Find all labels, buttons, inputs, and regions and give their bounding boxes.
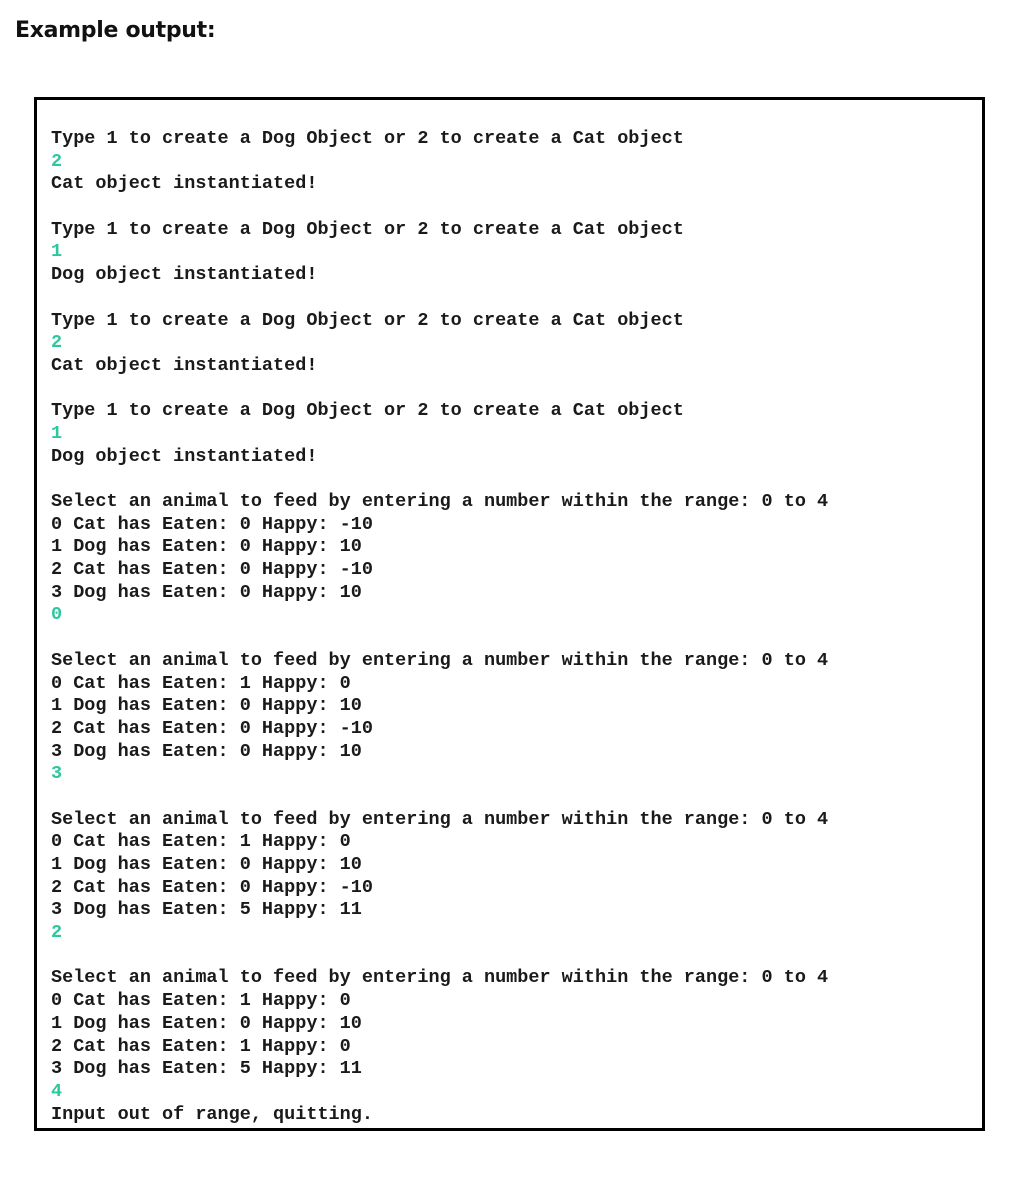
console-input-line: 1 — [51, 241, 63, 263]
console-output-line: 2 Cat has Eaten: 0 Happy: -10 — [51, 717, 373, 739]
console-blank-line — [51, 945, 828, 968]
console-input-line: 2 — [51, 332, 63, 354]
console-input-line: 0 — [51, 604, 63, 626]
console-output-line: 0 Cat has Eaten: 1 Happy: 0 — [51, 990, 351, 1012]
console-output-line: Input out of range, quitting. — [51, 1103, 373, 1125]
console-output-line: Dog object instantiated! — [51, 264, 318, 286]
console-output-line: 3 Dog has Eaten: 5 Happy: 11 — [51, 1058, 362, 1080]
console-input-line: 3 — [51, 763, 63, 785]
console-output-line: 2 Cat has Eaten: 0 Happy: -10 — [51, 876, 373, 898]
console-input-line: 2 — [51, 922, 63, 944]
console-output-line: 2 Cat has Eaten: 1 Happy: 0 — [51, 1035, 351, 1057]
console-output-line: 1 Dog has Eaten: 0 Happy: 10 — [51, 1012, 362, 1034]
console-output-line: 0 Cat has Eaten: 0 Happy: -10 — [51, 513, 373, 535]
console-output-line: Dog object instantiated! — [51, 445, 318, 467]
console-blank-line — [51, 378, 828, 401]
console-blank-line — [51, 786, 828, 809]
console-output-line: 3 Dog has Eaten: 5 Happy: 11 — [51, 899, 362, 921]
console-output-line: 3 Dog has Eaten: 0 Happy: 10 — [51, 581, 362, 603]
console-output-line: Type 1 to create a Dog Object or 2 to create a Cat object — [51, 400, 684, 422]
console-blank-line — [51, 196, 828, 219]
console-output-line: Cat object instantiated! — [51, 173, 318, 195]
console-output-line: Select an animal to feed by entering a number within the range: 0 to 4 — [51, 967, 829, 989]
example-output-heading: Example output: — [15, 18, 216, 43]
console-output-line: 2 Cat has Eaten: 0 Happy: -10 — [51, 559, 373, 581]
console-output-text — [51, 128, 828, 1126]
console-output-line: Select an animal to feed by entering a number within the range: 0 to 4 — [51, 808, 829, 830]
console-output-line: Type 1 to create a Dog Object or 2 to create a Cat object — [51, 218, 684, 240]
console-output-box — [34, 97, 985, 1131]
console-output-line: 1 Dog has Eaten: 0 Happy: 10 — [51, 695, 362, 717]
console-output-line: 1 Dog has Eaten: 0 Happy: 10 — [51, 536, 362, 558]
console-input-line: 4 — [51, 1080, 63, 1102]
console-output-line: Type 1 to create a Dog Object or 2 to create a Cat object — [51, 128, 684, 149]
console-output-line: 1 Dog has Eaten: 0 Happy: 10 — [51, 854, 362, 875]
console-input-line: 1 — [51, 422, 63, 444]
console-blank-line — [51, 627, 828, 650]
console-input-line: 2 — [51, 150, 63, 172]
console-output-line: 3 Dog has Eaten: 0 Happy: 10 — [51, 740, 362, 762]
console-output-line: Cat object instantiated! — [51, 354, 318, 376]
console-output-line: Select an animal to feed by entering a number within the range: 0 to 4 — [51, 649, 829, 671]
console-blank-line — [51, 468, 828, 491]
console-blank-line — [51, 287, 828, 310]
console-output-line: 0 Cat has Eaten: 1 Happy: 0 — [51, 672, 351, 694]
console-output-line: Select an animal to feed by entering a number within the range: 0 to 4 — [51, 491, 829, 512]
console-output-line: 0 Cat has Eaten: 1 Happy: 0 — [51, 831, 351, 853]
console-output-line: Type 1 to create a Dog Object or 2 to create a Cat object — [51, 309, 684, 331]
